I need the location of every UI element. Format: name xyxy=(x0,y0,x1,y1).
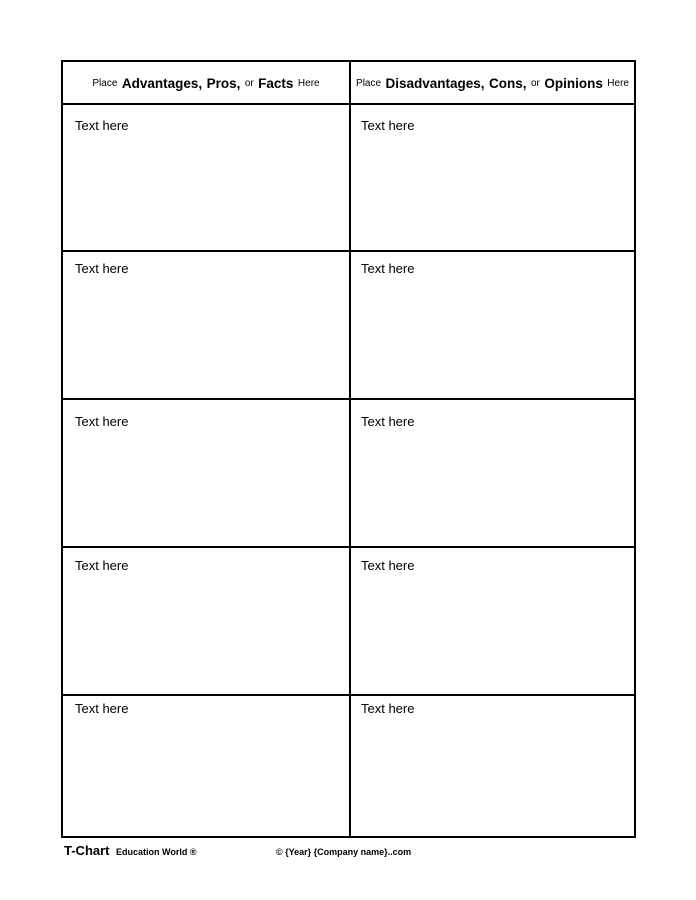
header-right-here: Here xyxy=(607,77,629,89)
row-divider xyxy=(63,398,634,400)
header-left-advantages: Advantages, xyxy=(121,75,203,91)
center-divider xyxy=(349,62,351,836)
row-1-left-text[interactable]: Text here xyxy=(75,118,129,133)
row-4-right-text[interactable]: Text here xyxy=(361,558,415,573)
row-5-right-text[interactable]: Text here xyxy=(361,701,415,716)
row-3-right-text[interactable]: Text here xyxy=(361,414,415,429)
footer-title: T-Chart xyxy=(64,843,110,858)
footer-copyright: © {Year} {Company name}..com xyxy=(276,847,412,857)
row-divider xyxy=(63,694,634,696)
header-right-disadvantages: Disadvantages, xyxy=(385,75,485,91)
header-right-place: Place xyxy=(356,77,382,89)
row-2-right-text[interactable]: Text here xyxy=(361,261,415,276)
header-left-place: Place xyxy=(92,77,118,89)
row-divider xyxy=(63,546,634,548)
header-right-cons: Cons, xyxy=(489,75,527,91)
t-chart-table xyxy=(61,60,636,838)
header-left-facts: Facts xyxy=(258,75,294,91)
header-right-opinions: Opinions xyxy=(544,75,603,91)
row-2-left-text[interactable]: Text here xyxy=(75,261,129,276)
header-left xyxy=(63,62,349,104)
header-left-here: Here xyxy=(297,77,320,89)
header-left-pros: Pros, xyxy=(206,75,241,91)
row-1-right-text[interactable]: Text here xyxy=(361,118,415,133)
row-divider xyxy=(63,250,634,252)
header-left-or: or xyxy=(244,77,254,89)
row-5-left-text[interactable]: Text here xyxy=(75,701,129,716)
footer-publisher: Education World ® xyxy=(116,847,197,857)
row-4-left-text[interactable]: Text here xyxy=(75,558,129,573)
header-right-or: or xyxy=(530,77,540,89)
header-right xyxy=(351,62,634,104)
row-3-left-text[interactable]: Text here xyxy=(75,414,129,429)
